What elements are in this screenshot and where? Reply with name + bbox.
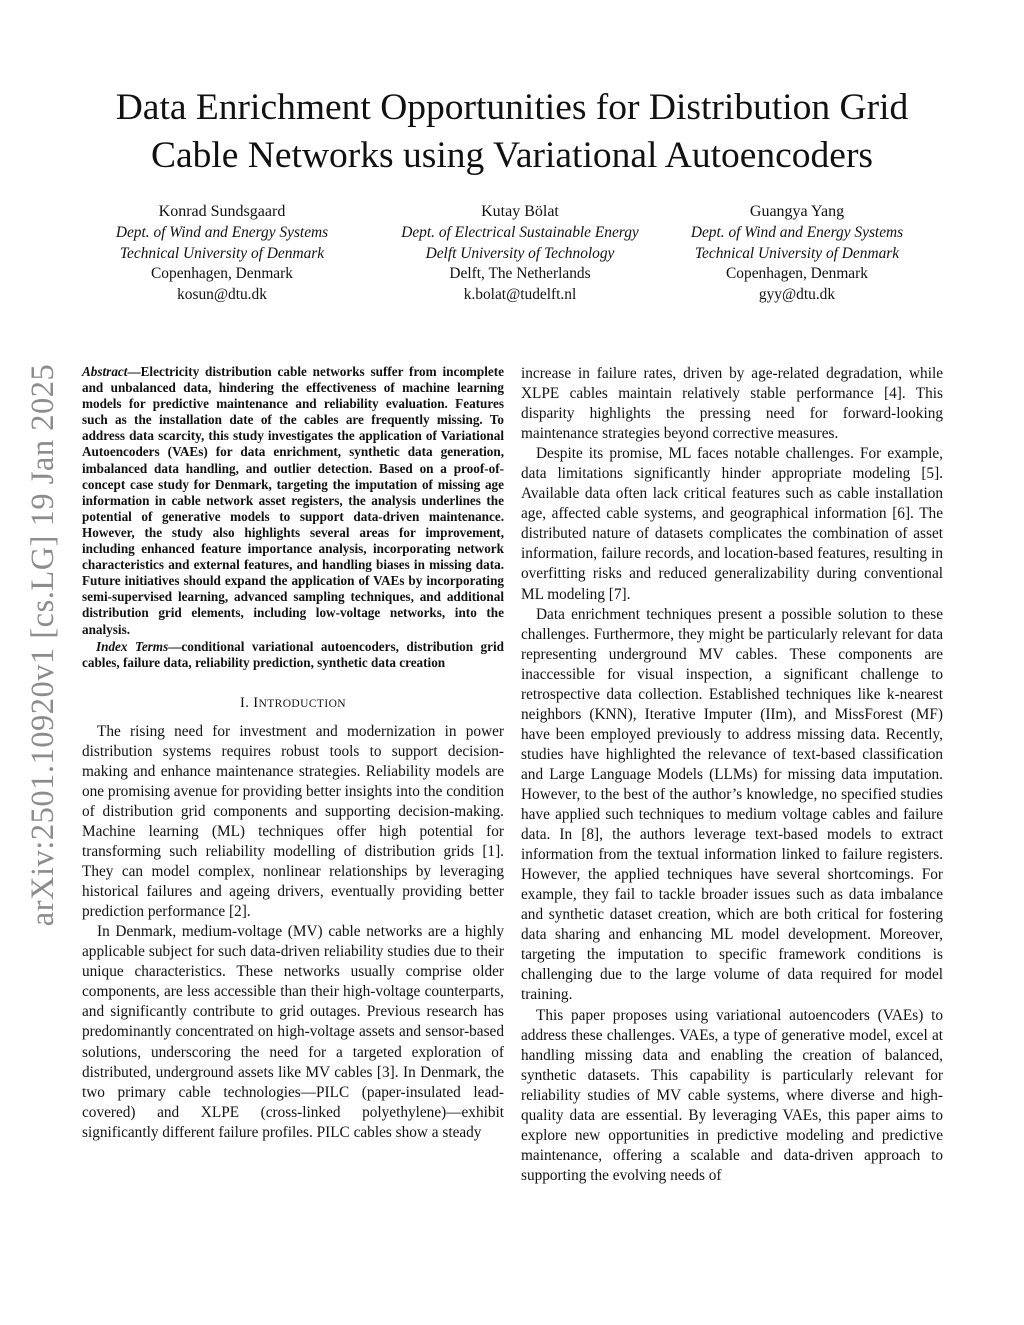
abstract: [82, 364, 504, 638]
abstract-label: Abstract: [82, 364, 128, 379]
section-title-initial: I: [253, 694, 259, 711]
right-column: [521, 364, 943, 1186]
author-institution: Technical University of Denmark: [119, 244, 325, 262]
arxiv-identifier: arXiv:2501.10920v1 [cs.LG] 19 Jan 2025: [25, 363, 61, 927]
index-terms: [82, 639, 504, 671]
author-department: Dept. of Wind and Energy Systems: [115, 223, 329, 241]
author-institution: Delft University of Technology: [425, 244, 615, 262]
author-department: Dept. of Electrical Sustainable Energy: [401, 223, 639, 241]
author-block: [72, 202, 372, 306]
paper-title: Data Enrichment Opportunities for Distribution Grid Cable Networks using Variational Autoencoders: [115, 87, 909, 176]
section-numeral: I.: [240, 694, 250, 711]
index-terms-text: —conditional variational autoencoders, distribution grid cables, failure data, reliability prediction, synthetic data creation: [82, 638, 504, 670]
index-terms-label: Index Terms: [96, 638, 169, 654]
author-email: gyy@dtu.dk: [758, 286, 836, 304]
paragraph: Data enrichment techniques present a possible solution to these challenges. Furthermore, they might be particularly relevant for data representing underground MV cables. These components are inaccessible for visual inspection, a significant challenge to retrospective data collection. Established techniques like k-nearest neighbors (KNN), Iterative Imputer (IIm), and MissForest (MF) have been employed previously to address missing data. Recently, studies have highlighted the relevance of text-based classification and Large Language Models (LLMs) for missing data imputation. However, to the best of the author’s knowledge, no specified studies have applied such techniques to medium voltage cables and failure data. In [8], the authors leverage text-based models to extract information from the textual information linked to failure registers. However, the applied techniques have several shortcomings. For example, they fail to tackle broader issues such as data imbalance and synthetic dataset creation, which are both critical for fostering data sharing and enhancing ML model development. Moreover, targeting the imputation to specific framework conditions is challenging due to the large volume of data required for model training.: [521, 605, 943, 1004]
author-name: Guangya Yang: [749, 203, 845, 220]
paragraph: In Denmark, medium-voltage (MV) cable networks are a highly applicable subject for such data-driven reliability studies due to their unique characteristics. These networks usually comprise older components, are less accessible than their high-voltage counterparts, and significantly contribute to grid outages. Previous research has predominantly concentrated on high-voltage assets and sensor-based solutions, underscoring the need for a targeted exploration of distributed, underground assets like MV cables [3]. In Denmark, the two primary cable technologies—PILC (paper-insulated lead-covered) and XLPE (cross-linked polyethylene)—exhibit significantly different failure profiles. PILC cables show a steady: [82, 923, 504, 1141]
author-block: [647, 202, 947, 306]
paragraph: Despite its promise, ML faces notable challenges. For example, data limitations significantly hinder appropriate modeling [5]. Available data often lack critical features such as cable installation age, affected cable systems, and geographical information [6]. The distributed nature of datasets complicates the combination of asset information, failure records, and location-based features, resulting in overfitting risks and reduced generalizability during conventional ML modeling [7].: [521, 445, 943, 603]
author-location: Delft, The Netherlands: [449, 265, 591, 283]
section-heading-introduction: [82, 695, 504, 712]
abstract-text: —Electricity distribution cable networks suffer from incomplete and unbalanced data, hindering the effectiveness of machine learning models for predictive maintenance and reliability evaluation. Features such as the installation date of the cables are frequently missing. To address data scarcity, this study investigates the application of Variational Autoencoders (VAEs) for data enrichment, synthetic data generation, imbalanced data handling, and outlier detection. Based on a proof-of-concept case study for Denmark, targeting the imputation of missing age information in cable network asset registers, the analysis underlines the potential of generative models to support data-driven maintenance. However, the study also highlights several areas for improvement, including enhanced feature importance analysis, incorporating network characteristics and external features, and handling biases in missing data. Future initiatives should expand the application of VAEs by incorporating semi-supervised learning, advanced sampling techniques, and additional distribution grid elements, including low-voltage networks, into the analysis.: [82, 364, 504, 637]
author-block: [370, 202, 670, 306]
author-name: Kutay Bölat: [481, 203, 559, 220]
paragraph: This paper proposes using variational autoencoders (VAEs) to address these challenges. VAEs, a type of generative model, excel at handling missing data and enabling the creation of balanced, synthetic datasets. This capability is particularly relevant for reliability studies of MV cable systems, where diverse and high-quality data are essential. By leveraging VAEs, this paper aims to explore new opportunities in predictive modeling and predictive maintenance, offering a scalable and data-driven approach to supporting the evolving needs of: [521, 1006, 943, 1184]
author-email: kosun@dtu.dk: [177, 286, 267, 304]
author-email: k.bolat@tudelft.nl: [463, 286, 577, 304]
section-title-rest: NTRODUCTION: [258, 697, 346, 710]
author-name: Konrad Sundsgaard: [158, 203, 286, 220]
author-location: Copenhagen, Denmark: [151, 265, 293, 283]
paragraph: The rising need for investment and modernization in power distribution systems requires robust tools to support decision-making and enhance maintenance strategies. Reliability models are one promising avenue for providing better insights into the condition of distribution grid components and supporting decision-making. Machine learning (ML) techniques offer high potential for transforming such reliability modelling of distribution grids [1]. They can model complex, nonlinear relationships by leveraging historical failures and ageing drivers, eventually providing better prediction performance [2].: [82, 722, 504, 921]
paragraph: increase in failure rates, driven by age-related degradation, while XLPE cables maintain relatively stable performance [4]. This disparity highlights the pressing need for forward-looking maintenance strategies beyond corrective measures.: [521, 365, 943, 443]
author-department: Dept. of Wind and Energy Systems: [690, 223, 904, 241]
author-institution: Technical University of Denmark: [694, 244, 900, 262]
author-location: Copenhagen, Denmark: [726, 265, 868, 283]
left-column: [82, 364, 504, 1143]
